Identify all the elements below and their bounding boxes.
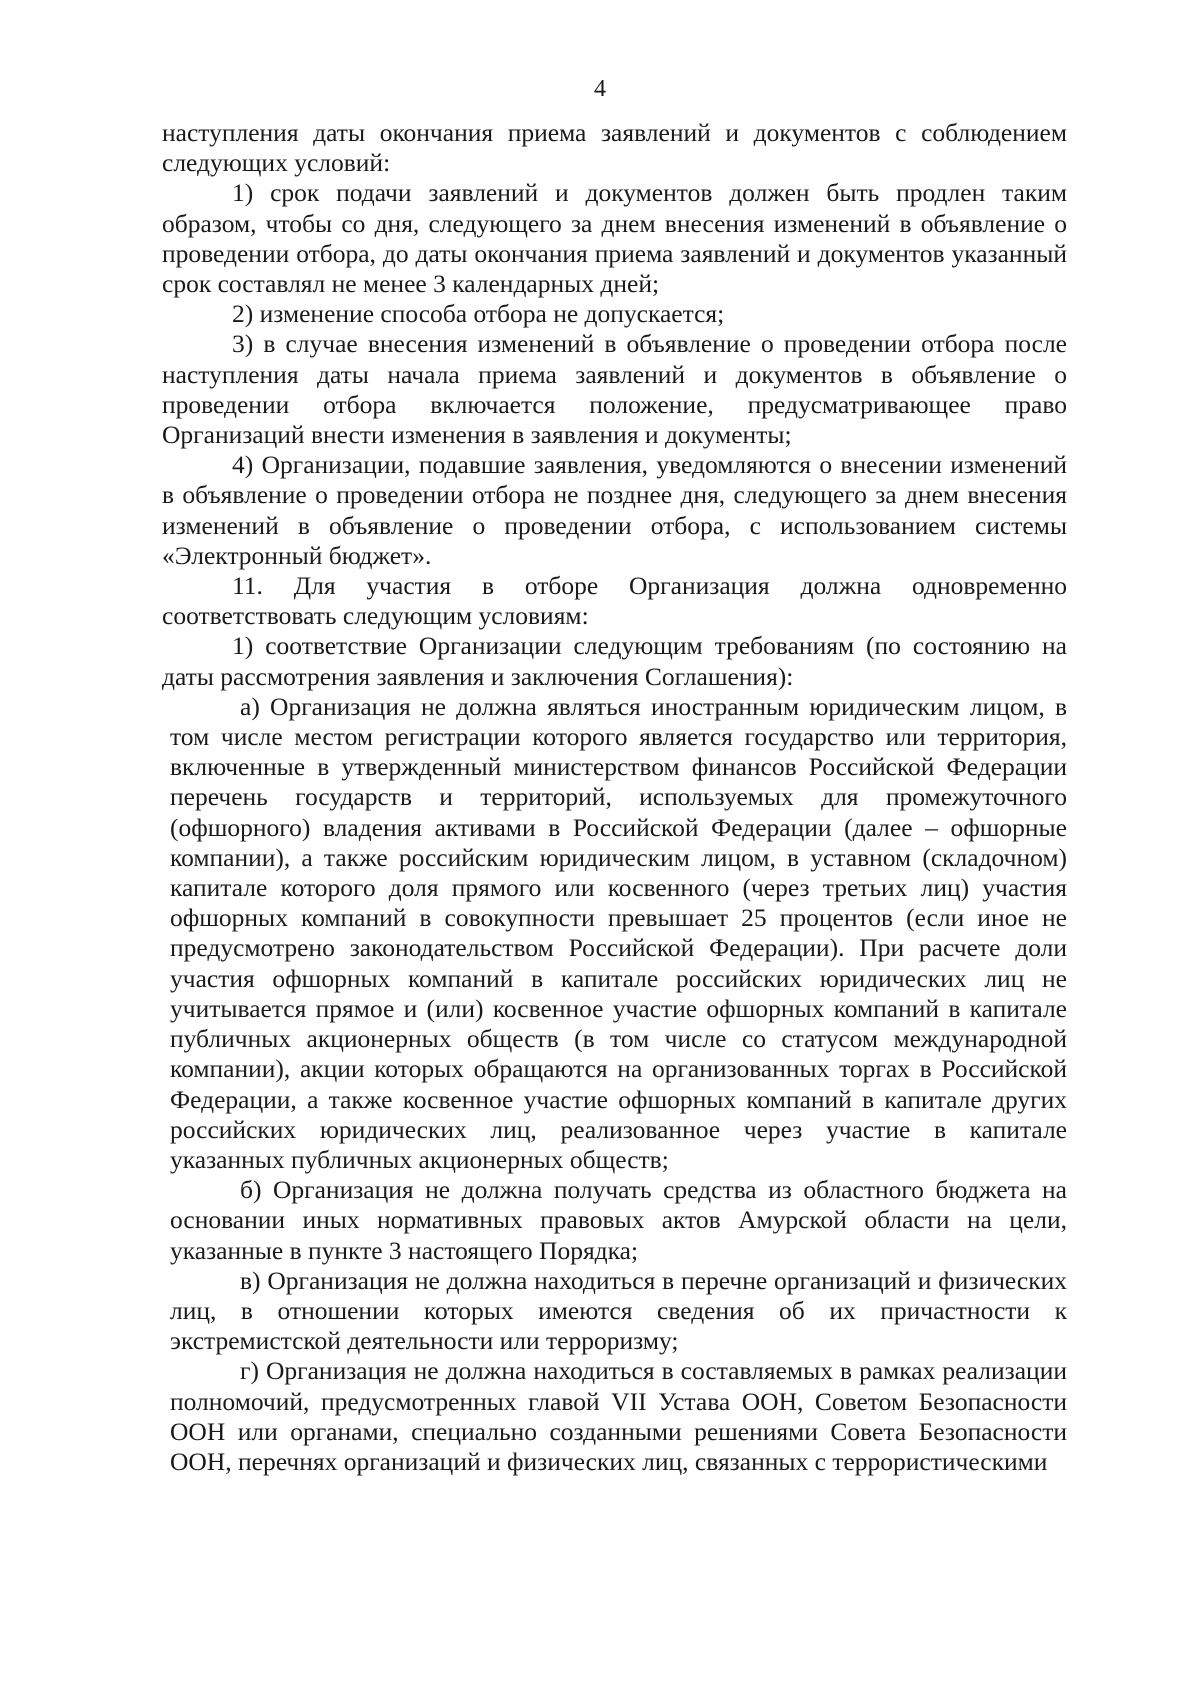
paragraph-requirement-1: 1) соответствие Организации следующим требованиям (по состоянию на даты рассмотрения заявления и заключения Соглашения): <box>162 631 1067 691</box>
paragraph-condition-2: 2) изменение способа отбора не допускается; <box>232 299 725 329</box>
paragraph-condition-4: 4) Организации, подавшие заявления, уведомляются о внесении изменений в объявление о проведении отбора не позднее дня, следующего за днем внесения изменений в объявление о проведении отбора, с использованием системы «Электронный бюджет». <box>162 450 1067 570</box>
paragraph-condition-1: 1) срок подачи заявлений и документов должен быть продлен таким образом, чтобы со дня, следующего за днем внесения изменений в объявление о проведении отбора, до даты окончания приема заявлений и документов указанный срок составлял не менее 3 календарных дней; <box>162 178 1067 299</box>
paragraph-section-11: 11. Для участия в отборе Организация должна одновременно соответствовать следующим условиям: <box>162 571 1067 631</box>
paragraph-subitem-v: в) Организация не должна находиться в перечне организаций и физических лиц, в отношении которых имеются сведения об их причастности к экстремистской деятельности или терроризму; <box>170 1265 1067 1356</box>
document-body <box>162 118 1067 1477</box>
page-number: 4 <box>594 76 606 102</box>
paragraph-continuation: наступления даты окончания приема заявлений и документов с соблюдением следующих условий: <box>162 118 1067 178</box>
paragraph-condition-3: 3) в случае внесения изменений в объявление о проведении отбора после наступления даты начала приема заявлений и документов в объявление о проведении отбора включается положение, предусматривающее право Организаций внести изменения в заявления и документы; <box>162 329 1067 450</box>
paragraph-subitem-a: а) Организация не должна являться иностранным юридическим лицом, в том числе местом регистрации которого является государство или территория, включенные в утвержденный министерством финансов Российской Федерации перечень государств и территорий, используемых для промежуточного (офшорного) владения активами в Российской Федерации (далее – офшорные компании), а также российским юридическим лицом, в уставном (складочном) капитале которого доля прямого или косвенного (через третьих лиц) участия офшорных компаний в совокупности превышает 25 процентов (если иное не предусмотрено законодательством Российской Федерации). При расчете доли участия офшорных компаний в капитале российских юридических лиц не учитывается прямое и (или) косвенное участие офшорных компаний в капитале публичных акционерных обществ (в том числе со статусом международной компании), акции которых обращаются на организованных торгах в Российской Федерации, а также косвенное участие офшорных компаний в капитале других российских юридических лиц, реализованное через участие в капитале указанных публичных акционерных обществ; <box>170 691 1067 1174</box>
paragraph-subitem-b: б) Организация не должна получать средства из областного бюджета на основании иных нормативных правовых актов Амурской области на цели, указанные в пункте 3 настоящего Порядка; <box>170 1175 1067 1265</box>
paragraph-subitem-g: г) Организация не должна находиться в составляемых в рамках реализации полномочий, предусмотренных главой VII Устава ООН, Советом Безопасности ООН или органами, специально созданными решениями Совета Безопасности ООН, перечнях организаций и физических лиц, связанных с террористическими <box>170 1356 1067 1476</box>
